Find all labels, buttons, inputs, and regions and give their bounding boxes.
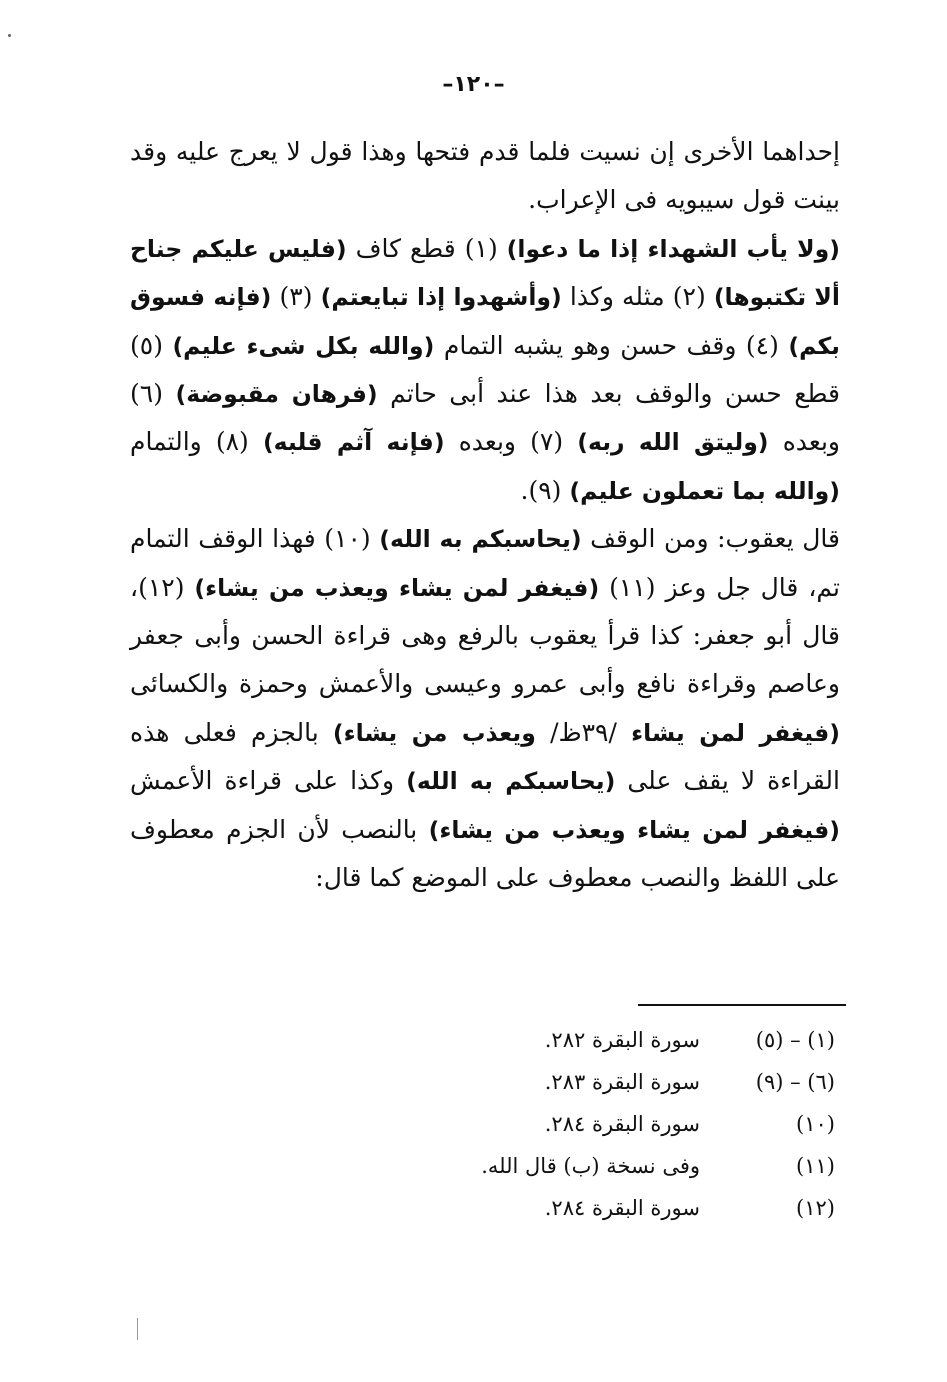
footnote-separator [638, 1004, 846, 1006]
text-segment: (١٢)، قال أبو جعفر: كذا قرأ يعقوب بالرفع وهى قراءة الحسن وأبى جعفر وعاصم وقراءة نافع وأبى عمرو وعيسى والأعمش وحمزة والكسائى [130, 572, 840, 699]
quran-quote: (فإنه آثم قلبه) [262, 428, 445, 457]
text-segment: (٨) والتمام [130, 427, 263, 457]
text-segment: بالنصب لأن الجزم معطوف على اللفظ والنصب معطوف على الموضع كما قال: [130, 814, 840, 893]
footnote-number: (١٢) [796, 1196, 835, 1220]
text-segment: بالجزم فعلى هذه القراءة لا يقف على [130, 717, 840, 796]
quran-quote: (فليس عليكم جناح ألا تكتبوها) [130, 234, 840, 312]
footnote [380, 1028, 835, 1070]
footnote-number: (١٠) [796, 1112, 835, 1136]
text-segment: (١٠) فهذا الوقف التمام تم، قال جل وعز (١١) [130, 524, 841, 602]
footnote [380, 1154, 835, 1196]
footnote-text: سورة البقرة ٢٨٤. [544, 1112, 700, 1136]
footnote-number: (١١) [796, 1154, 835, 1178]
quran-quote: (يحاسبكم به الله) [406, 767, 616, 796]
quran-quote: (فيغفر لمن يشاء ويعذب من يشاء) [428, 815, 840, 844]
text-segment: (١) قطع كاف [346, 233, 507, 263]
text-segment: إحداهما الأخرى إن نسيت فلما قدم فتحها وهذا قول لا يعرج عليه وقد بينت قول سيبويه فى الإعراب. [130, 137, 840, 215]
footnote [380, 1070, 835, 1112]
text-segment: قال يعقوب: ومن الوقف [581, 524, 840, 554]
footnote [380, 1112, 835, 1154]
margin-mark [137, 1318, 138, 1340]
text-segment: (٧) وبعده [444, 427, 578, 457]
text-segment: (٢) مثله وكذا [561, 282, 714, 312]
quran-quote: (ولا يأب الشهداء إذا ما دعوا) [506, 234, 840, 263]
paragraph [130, 128, 840, 225]
quran-quote: (فرهان مقبوضة) [175, 380, 378, 409]
body-text [130, 128, 840, 903]
quran-quote: (وليتق الله ربه) [577, 428, 769, 457]
footnote-number: (١) – (٥) [755, 1028, 835, 1052]
footnotes [380, 1028, 835, 1238]
text-segment: (٣) [271, 282, 321, 312]
quran-quote: (فيغفر لمن يشاء [631, 718, 840, 747]
quran-quote: (فيغفر لمن يشاء ويعذب من يشاء) [194, 573, 600, 602]
text-segment: (٤) وقف حسن وهو يشبه التمام [434, 330, 789, 360]
quran-quote: (وأشهدوا إذا تبايعتم) [320, 283, 562, 312]
text-segment: (٦) وبعده [130, 379, 841, 457]
quran-quote: ويعذب من يشاء) [332, 718, 536, 747]
quran-quote: (والله بكل شىء عليم) [172, 331, 435, 360]
paragraph [130, 515, 840, 902]
footnote [380, 1196, 835, 1238]
footnote-text: سورة البقرة ٢٨٢. [544, 1028, 700, 1052]
text-segment: (٥) قطع حسن والوقف بعد هذا عند أبى حاتم [130, 330, 840, 409]
footnote-text: وفى نسخة (ب) قال الله. [481, 1154, 700, 1178]
quran-quote: (يحاسبكم به الله) [379, 525, 582, 554]
footnote-text: سورة البقرة ٢٨٤. [544, 1196, 700, 1220]
paragraph [130, 225, 840, 515]
quran-quote: (والله بما تعملون عليم) [569, 476, 840, 505]
page-number: –١٢٠– [442, 72, 505, 97]
quran-quote: (فإنه فسوق بكم) [130, 283, 841, 360]
text-segment: وكذا على قراءة الأعمش [130, 766, 407, 796]
scan-speck [8, 34, 11, 37]
footnote-number: (٦) – (٩) [755, 1070, 835, 1094]
text-segment: /٣٩ظ/ [535, 717, 632, 747]
footnote-text: سورة البقرة ٢٨٣. [544, 1070, 700, 1094]
text-segment: (٩). [520, 475, 570, 505]
